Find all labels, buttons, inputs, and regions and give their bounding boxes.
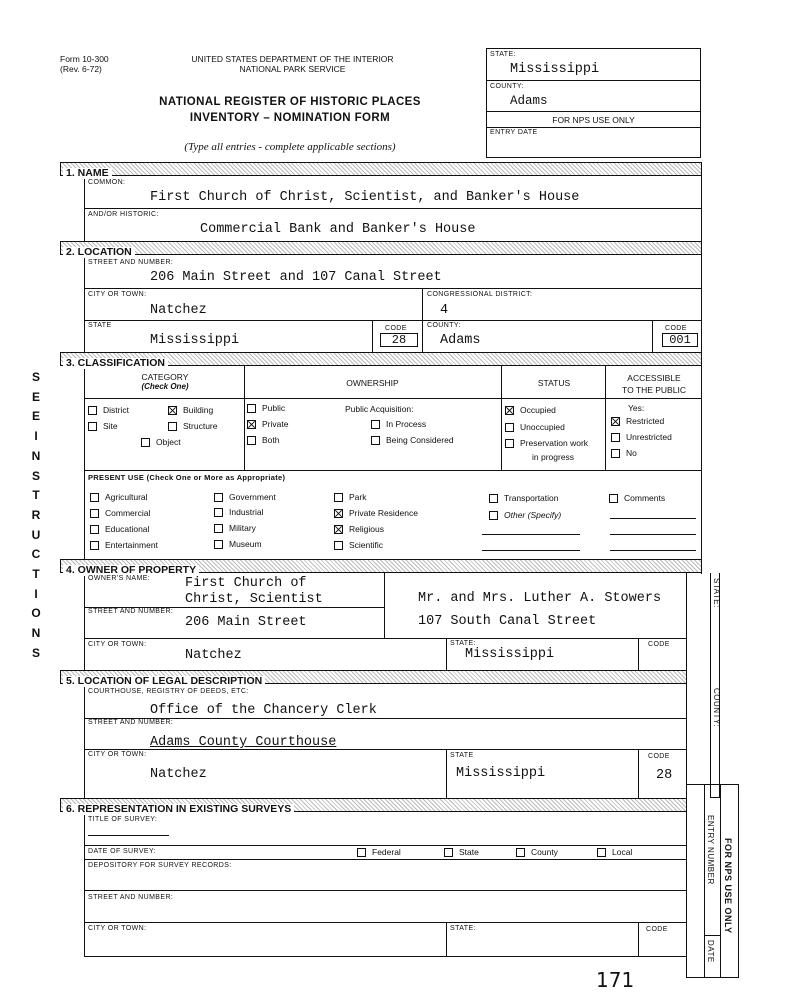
restricted-checkbox[interactable]: Restricted [611,416,664,426]
checkbox-icon [489,511,498,520]
common-name: First Church of Christ, Scientist, and Banker's House [150,190,580,205]
use-agricultural[interactable]: Agricultural [90,492,148,502]
checkbox-icon [334,493,343,502]
use-transportation[interactable]: Transportation [489,493,559,503]
owner-city: Natchez [185,648,242,663]
checkbox-icon [214,524,223,533]
checked-box-icon [334,509,343,518]
owner-city-label: CITY OR TOWN: [88,641,147,648]
code-label: CODE [385,325,407,332]
local-checkbox[interactable]: Local [597,847,632,857]
checkbox-icon [334,541,343,550]
district-label: CONGRESSIONAL DISTRICT: [427,291,533,298]
section-owner-heading: 4. OWNER OF PROPERTY [60,559,702,573]
owner-name-stowers: Mr. and Mrs. Luther A. Stowers [418,591,662,606]
county-label: COUNTY: [490,83,524,90]
checkbox-icon [214,540,223,549]
congressional-district: 4 [440,303,449,318]
checkbox-icon [444,848,453,857]
use-museum[interactable]: Museum [214,539,262,549]
section-legal-heading: 5. LOCATION OF LEGAL DESCRIPTION [60,670,687,684]
owner-name-line2: Christ, Scientist [185,592,323,607]
checkbox-icon [90,509,99,518]
ownership-header: OWNERSHIP [346,378,399,388]
use-military[interactable]: Military [214,523,256,533]
object-checkbox[interactable]: Object [141,437,181,447]
owner-name-label: OWNER'S NAME: [88,575,151,582]
use-educational[interactable]: Educational [90,524,149,534]
survey-street-label: STREET AND NUMBER: [88,894,174,901]
county-checkbox[interactable]: County [516,847,558,857]
checkbox-icon [214,508,223,517]
checkbox-icon [597,848,606,857]
city-label: CITY OR TOWN: [88,291,147,298]
location-street: 206 Main Street and 107 Canal Street [150,270,442,285]
form-title: NATIONAL REGISTER OF HISTORIC PLACES INVENTORY – NOMINATION FORM [159,96,421,124]
use-scientific[interactable]: Scientific [334,540,383,550]
checkbox-icon [371,436,380,445]
use-religious[interactable]: Religious [334,524,384,534]
county-code: 001 [662,333,698,347]
building-checkbox[interactable]: Building [168,405,213,415]
checked-box-icon [334,525,343,534]
checkbox-icon [611,449,620,458]
owner-state: Mississippi [465,647,555,662]
use-comments[interactable]: Comments [609,493,665,503]
checkbox-icon [88,422,97,431]
survey-state-label: STATE: [450,925,476,932]
county-label: COUNTY: [427,322,461,329]
checkbox-icon [505,423,514,432]
courthouse-label: COURTHOUSE, REGISTRY OF DEEDS, ETC: [88,688,249,695]
in-process-checkbox[interactable]: In Process [371,419,426,429]
present-use-label: PRESENT USE (Check One or More as Appropriate) [88,473,286,482]
survey-title-label: TITLE OF SURVEY: [88,816,169,836]
use-entertainment[interactable]: Entertainment [90,540,158,550]
checkbox-icon [247,436,256,445]
survey-date-label: DATE OF SURVEY: [88,848,156,855]
legal-code-label: CODE [648,753,670,760]
use-commercial[interactable]: Commercial [90,508,150,518]
preservation-label: in progress [532,452,575,462]
owner-street-label: STREET AND NUMBER: [88,608,174,615]
checkbox-icon [609,494,618,503]
section-classification-heading: 3. CLASSIFICATION [60,352,702,366]
section-location-heading: 2. LOCATION [60,241,702,255]
checkbox-icon [214,493,223,502]
state-checkbox[interactable]: State [444,847,479,857]
department: UNITED STATES DEPARTMENT OF THE INTERIOR NATIONAL PARK SERVICE [191,54,394,74]
header-county: Adams [510,94,548,108]
use-park[interactable]: Park [334,492,366,502]
legal-city: Natchez [150,767,207,782]
public-acquisition-label: Public Acquisition: [345,404,414,414]
historic-label: AND/OR HISTORIC: [88,211,159,218]
see-instructions-side: S E E I N S T R U C T I O N S [31,370,41,660]
section-name-heading: 1. NAME [60,162,702,176]
checkbox-icon [90,541,99,550]
checkbox-icon [505,439,514,448]
owner-name-line1: First Church of [185,576,307,591]
checked-box-icon [505,406,514,415]
code-label: CODE [665,325,687,332]
unrestricted-checkbox[interactable]: Unrestricted [611,432,672,442]
legal-state-label: STATE [450,752,474,759]
courthouse: Office of the Chancery Clerk [150,703,377,718]
nps-use-only: FOR NPS USE ONLY [552,115,635,125]
occupied-checkbox[interactable]: Occupied [505,405,556,415]
checked-box-icon [247,420,256,429]
district-checkbox[interactable]: District [88,405,129,415]
checkbox-icon [516,848,525,857]
location-city: Natchez [150,303,207,318]
checked-box-icon [611,417,620,426]
entry-date-label: ENTRY DATE [490,129,538,136]
owner-code-label: CODE [648,641,670,648]
legal-city-label: CITY OR TOWN: [88,751,147,758]
location-county: Adams [440,333,481,348]
use-government[interactable]: Government [214,492,276,502]
checkbox-icon [90,525,99,534]
owner-state-label: STATE: [450,640,476,647]
side-entry-number: ENTRY NUMBER [706,815,715,885]
yes-label: Yes: [628,403,645,413]
form-number: Form 10-300 (Rev. 6-72) [60,54,109,74]
page-number: 171 [596,968,635,992]
section-survey-heading: 6. REPRESENTATION IN EXISTING SURVEYS [60,798,687,812]
survey-code-label: CODE [646,926,668,933]
checkbox-icon [489,494,498,503]
checkbox-icon [141,438,150,447]
use-other[interactable]: Other (Specify) [489,510,561,520]
side-state-label: STATE: [712,578,721,608]
no-checkbox[interactable]: No [611,448,637,458]
side-nps-use-only: FOR NPS USE ONLY [723,838,733,934]
legal-state: Mississippi [456,766,546,781]
checkbox-icon [88,406,97,415]
public-checkbox[interactable]: Public [247,403,285,413]
instructions: (Type all entries - complete applicable sections) [184,141,396,153]
checked-box-icon [168,406,177,415]
use-private-residence[interactable]: Private Residence [334,508,418,518]
status-header: STATUS [537,378,571,388]
checkbox-icon [90,493,99,502]
structure-checkbox[interactable]: Structure [168,421,218,431]
header-state: Mississippi [510,62,600,77]
category-header: CATEGORY (Check One) [141,372,189,391]
state-label: STATE [88,322,112,329]
side-county-label: COUNTY: [712,688,721,728]
owner-street1: 206 Main Street [185,615,307,630]
private-checkbox[interactable]: Private [247,419,288,429]
checkbox-icon [168,422,177,431]
checkbox-icon [247,404,256,413]
state-label: STATE: [490,51,516,58]
federal-checkbox[interactable]: Federal [357,847,401,857]
side-date: DATE [706,940,715,963]
legal-street: Adams County Courthouse [150,735,337,750]
location-state: Mississippi [150,333,240,348]
depository-label: DEPOSITORY FOR SURVEY RECORDS: [88,862,232,869]
owner-street2: 107 South Canal Street [418,614,597,629]
legal-street-label: STREET AND NUMBER: [88,719,174,726]
unoccupied-checkbox[interactable]: Unoccupied [505,422,565,432]
checkbox-icon [371,420,380,429]
site-checkbox[interactable]: Site [88,421,118,431]
state-code: 28 [380,333,418,347]
use-industrial[interactable]: Industrial [214,507,264,517]
survey-city-label: CITY OR TOWN: [88,925,147,932]
accessible-header: ACCESSIBLE TO THE PUBLIC [622,373,686,395]
historic-name: Commercial Bank and Banker's House [200,222,476,237]
legal-code: 28 [656,768,673,783]
being-considered-checkbox[interactable]: Being Considered [371,435,454,445]
preservation-checkbox[interactable]: Preservation work [505,438,588,448]
common-label: COMMON: [88,179,126,186]
checkbox-icon [357,848,366,857]
checkbox-icon [611,433,620,442]
both-checkbox[interactable]: Both [247,435,280,445]
street-label: STREET AND NUMBER: [88,259,174,266]
